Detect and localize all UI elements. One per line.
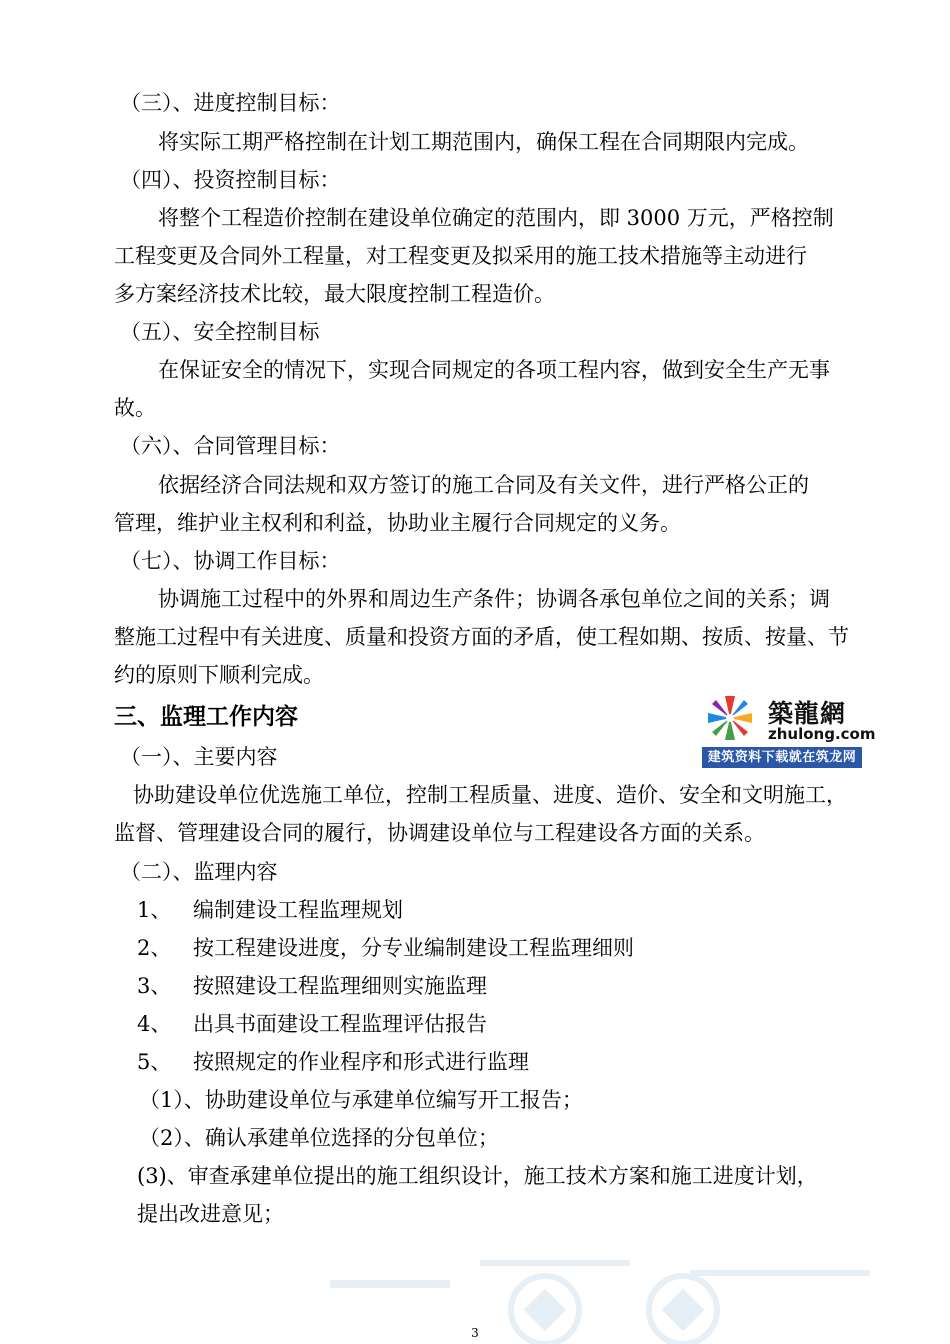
- paragraph-line: 管理，维护业主权利和利益，协助业主履行合同规定的义务。: [114, 511, 681, 535]
- list-item-number: 1、: [137, 898, 172, 922]
- subheading-coordination: （七）、协调工作目标：: [120, 549, 341, 573]
- list-item-text: 出具书面建设工程监理评估报告: [193, 1012, 487, 1036]
- sub-item: （2）、确认承建单位选择的分包单位；: [139, 1126, 499, 1150]
- subheading-main-content: （一）、主要内容: [120, 745, 278, 769]
- list-item-number: 5、: [137, 1050, 172, 1074]
- paragraph-line: 多方案经济技术比较，最大限度控制工程造价。: [114, 282, 555, 306]
- list-item-text: 按工程建设进度，分专业编制建设工程监理细则: [193, 936, 634, 960]
- sub-item: 提出改进意见；: [137, 1202, 284, 1226]
- paragraph-line: 协助建设单位优选施工单位，控制工程质量、进度、造价、安全和文明施工，: [133, 783, 847, 807]
- section-heading: 三、监理工作内容: [114, 704, 298, 730]
- list-item-text: 按照规定的作业程序和形式进行监理: [193, 1050, 529, 1074]
- paragraph-line: 工程变更及合同外工程量，对工程变更及拟采用的施工技术措施等主动进行: [114, 244, 807, 268]
- paragraph-line: 依据经济合同法规和双方签订的施工合同及有关文件，进行严格公正的: [158, 473, 809, 497]
- subheading-progress: （三）、进度控制目标：: [120, 91, 341, 115]
- paragraph-line: 整施工过程中有关进度、质量和投资方面的矛盾，使工程如期、按质、按量、节: [114, 625, 849, 649]
- subheading-safety: （五）、安全控制目标: [120, 320, 320, 344]
- paragraph-line: 监督、管理建设合同的履行，协调建设单位与工程建设各方面的关系。: [114, 821, 765, 845]
- logo-domain: zhulong.com: [768, 725, 876, 743]
- list-item-text: 编制建设工程监理规划: [193, 898, 403, 922]
- sub-item: (3)、审查承建单位提出的施工组织设计，施工技术方案和施工进度计划，: [137, 1164, 818, 1188]
- paragraph-line: 将整个工程造价控制在建设单位确定的范围内，即 3000 万元，严格控制: [158, 206, 834, 230]
- paragraph-line: 约的原则下顺利完成。: [114, 663, 324, 687]
- zhulong-logo: [702, 690, 876, 768]
- subheading-investment: （四）、投资控制目标：: [120, 168, 341, 192]
- subheading-contract: （六）、合同管理目标：: [120, 434, 341, 458]
- logo-slogan: 建筑资料下载就在筑龙网: [702, 747, 862, 768]
- list-item-number: 2、: [137, 936, 172, 960]
- logo-name: 築龍網: [768, 699, 847, 728]
- list-item-number: 4、: [137, 1012, 172, 1036]
- subheading-supervision-content: （二）、监理内容: [120, 860, 278, 884]
- paragraph-line: 将实际工期严格控制在计划工期范围内，确保工程在合同期限内完成。: [158, 130, 809, 154]
- page-number: 3: [471, 1326, 479, 1340]
- list-item-text: 按照建设工程监理细则实施监理: [193, 974, 487, 998]
- paragraph-line: 协调施工过程中的外界和周边生产条件；协调各承包单位之间的关系；调: [158, 587, 830, 611]
- list-item-number: 3、: [137, 974, 172, 998]
- sub-item: （1）、协助建设单位与承建单位编写开工报告；: [139, 1088, 583, 1112]
- paragraph-line: 故。: [114, 396, 156, 420]
- pinwheel-logo-icon: [704, 692, 756, 744]
- paragraph-line: 在保证安全的情况下，实现合同规定的各项工程内容，做到安全生产无事: [158, 358, 830, 382]
